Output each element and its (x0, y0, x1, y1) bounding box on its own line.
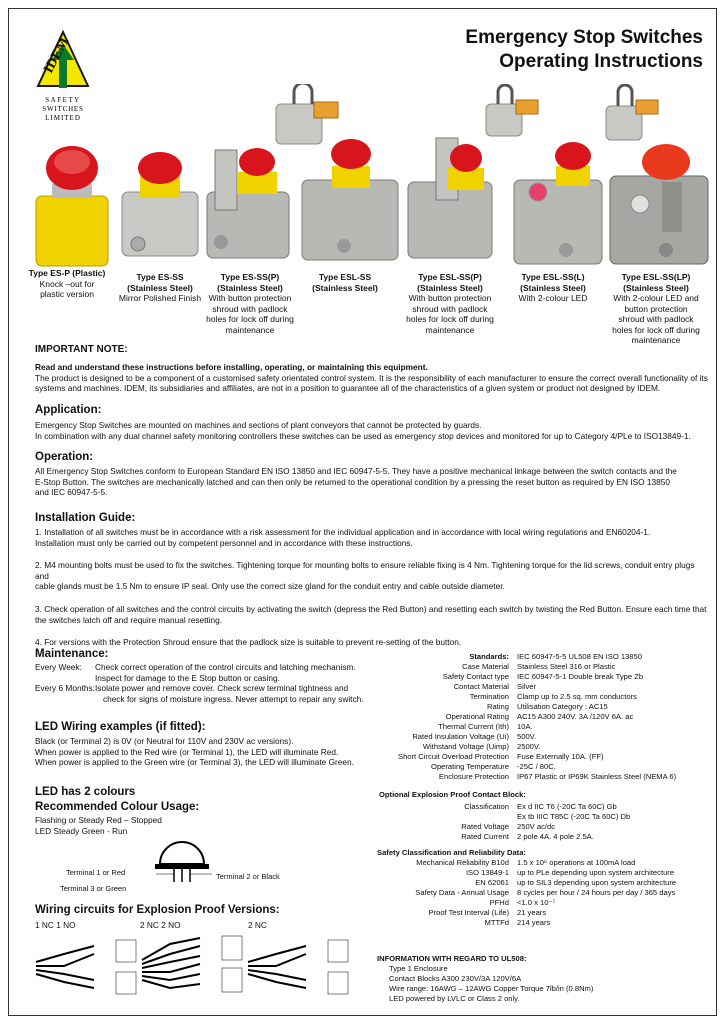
maintenance-heading: Maintenance: (35, 648, 109, 660)
explosion-block-heading: Optional Explosion Proof Contact Block: (379, 790, 526, 799)
spec-row: Rated Voltage 250V ac/dc (461, 822, 555, 831)
colour-usage-text: Flashing or Steady Red – Stopped LED Steady Green - Run (35, 815, 162, 836)
product-image-esl-ss (298, 136, 402, 264)
product-image-es-ss (118, 150, 202, 260)
led-wiring-heading: LED Wiring examples (if fitted): (35, 721, 206, 733)
spec-row: Safety Data - Annual Usage 8 cycles per hour / 24 hours per day / 365 days (415, 888, 676, 897)
spec-row: Termination Clamp up to 2.5 sq. mm conductors (469, 692, 637, 701)
spec-row: MTTFd 214 years (484, 918, 551, 927)
spec-table (375, 652, 717, 782)
spec-row: Standards: IEC 60947-5-5 UL508 EN ISO 13850 (469, 652, 642, 661)
wiring-diagram-2nc (246, 932, 352, 1002)
spec-row: Operating Temperature -25C / 80C. (431, 762, 556, 771)
reliability-block (375, 848, 717, 928)
logo-line-1: SAFETY (45, 96, 81, 104)
product-caption-esl-ss-p: Type ESL-SS(P) (Stainless Steel) With button protection shroud with padlock holes for lock off during maintenance (406, 272, 494, 335)
installation-heading: Installation Guide: (35, 512, 136, 524)
spec-row: Rating Utilisation Category : AC15 (487, 702, 608, 711)
spec-row: Rated Insulation Voltage (Ui) 500V. (412, 732, 537, 741)
product-caption-es-p: Type ES-P (Plastic) Knock –out for plastic version (28, 268, 106, 299)
wiring-diagram-2nc-2no (140, 932, 246, 1002)
recommended-colour-heading: Recommended Colour Usage: (35, 801, 200, 813)
explosion-proof-block (375, 790, 717, 842)
installation-text: 1. Installation of all switches must be in accordance with a risk assessment for the individual application and in accordance with local wiring regulations and EN60204-1. Installation must only be carried out by competent personnel and in accordance with these instructions. 2. M4 mounting bolts must be used to fix the switches. Tightening torque for mounting bolts to ensure reliable fixing is 4 Nm. Tightening torque for the lid screws, conduit entry plugs and cable glands must be 1.5 Nm to ensure IP seal. Only use the correct size gland for the conduit entry and cable outside diameter. 3. Check operation of all switches and the control circuits by activating the switch (depress the Red Button) and resetting each switch by twisting the Red Button. Ensure each time that the switches latch off and require manual resetting. 4. For versions with the Protection Shroud ensure that the padlock size is suitable to prevent re-setting of the button. (35, 527, 707, 648)
logo-line-2: SWITCHES (42, 105, 84, 113)
product-image-esl-ss-p (404, 134, 496, 262)
spec-row: EN 62061 up to SIL3 depending upon system architecture (475, 878, 677, 887)
logo-line-3: LIMITED (45, 114, 81, 122)
spec-row: Enclosure Protection IP67 Plastic or IP69K Stainless Steel (NEMA 6) (438, 772, 677, 781)
ul508-heading: INFORMATION WITH REGARD TO UL508: (377, 954, 527, 963)
spec-row: Contact Material Silver (453, 682, 536, 691)
wiring-label-2: 2 NC 2 NO (140, 920, 181, 930)
wiring-label-1: 1 NC 1 NO (35, 920, 76, 930)
terminal-3-label: Terminal 3 or Green (60, 884, 127, 893)
led-wiring-text: Black (or Terminal 2) is 0V (or Neutral for 110V and 230V ac versions). When power is applied to the Red wire (or Terminal 1), the LED will illuminate Red. When power is applied to the Green wire (or Terminal 3), the LED will illuminate Green. (35, 736, 354, 768)
padlock-image-3 (604, 84, 660, 144)
logo-brand-text: IDEM (41, 35, 73, 76)
padlock-image-2 (484, 84, 540, 140)
spec-row: Case Material Stainless Steel 316 or Plastic (462, 662, 616, 671)
spec-row: Rated Current 2 pole 4A. 4 pole 2.5A. (461, 832, 594, 841)
operation-text: All Emergency Stop Switches conform to European Standard EN ISO 13850 and IEC 60947-5-5. They have a positive mechanical linkage between the switch contacts and the E-Stop Button. The switches are mechanically latched and can then only be returned to the operational condition by a pressing the reset button as required by EN ISO 13850 and IEC 60947-5-5. (35, 466, 677, 498)
important-note-text: Read and understand these instructions before installing, operating, or maintaining this equipment. The product is designed to be a component of a customised safety orientated control system. It is the responsibility of each manufacturer to ensure the correct overall functionality of its systems and machines. IDEM, its subsidiaries and affiliates, are not in a position to guarantee all of the characteristics of a given system or product not designed by IDEM. (35, 362, 708, 394)
product-caption-esl-ss-l: Type ESL-SS(L) (Stainless Steel) With 2-colour LED (518, 272, 588, 303)
terminal-2-label: Terminal 2 or Black (216, 872, 280, 881)
spec-row: PFHd <1.0 x 10⁻⁷ (489, 898, 556, 907)
application-text: Emergency Stop Switches are mounted on machines and sections of plant conveyors that cannot be protected by guards. In combination with any dual channel safety monitoring controllers these switches can be used as emergency stop devices and monitored for up to Category 4/PLe to ISO13849-1. (35, 420, 691, 441)
spec-row: Proof Test Interval (Life) 21 years (428, 908, 547, 917)
led-colours-heading: LED has 2 colours (35, 786, 136, 798)
product-image-esl-ss-lp (606, 140, 714, 268)
spec-row: Short Circuit Overload Protection Fuse Externally 10A. (FF) (398, 752, 604, 761)
ul508-block: INFORMATION WITH REGARD TO UL508: Type 1 Enclosure Contact Blocks A300 230V/3A 120V/6A Wire range: 16AWG – 12AWG Copper Torque 7lb/in (0.8Nm) LED powered by LVLC or Class 2 only. (377, 954, 594, 1003)
spec-row: ISO 13849-1 up to PLe depending upon system architecture (465, 868, 675, 877)
idem-logo (28, 28, 98, 128)
product-caption-es-ss-p: Type ES-SS(P) (Stainless Steel) With button protection shroud with padlock holes for lock off during maintenance (206, 272, 294, 335)
terminal-1-label: Terminal 1 or Red (66, 868, 126, 877)
led-terminal-diagram (150, 836, 220, 886)
product-image-es-ss-p (203, 142, 293, 262)
product-image-esl-ss-l (510, 138, 606, 268)
wiring-diagram-1nc-1no (34, 932, 140, 1002)
spec-row: Safety Contact type IEC 60947-5-1 Double break Type Zb (442, 672, 644, 681)
spec-row: Withstand Voltage (Uimp) 2500V. (422, 742, 541, 751)
product-caption-esl-ss: Type ESL-SS (Stainless Steel) (312, 272, 378, 293)
page-title: Emergency Stop Switches Operating Instructions (465, 27, 703, 72)
important-note-heading: IMPORTANT NOTE: (35, 344, 128, 355)
spec-row: Thermal Current (Ith) 10A. (438, 722, 533, 731)
spec-row: Mechanical Reliability B10d 1.5 x 10⁶ operations at 100mA load (416, 858, 636, 867)
operation-heading: Operation: (35, 451, 94, 463)
maintenance-text: Every Week: Check correct operation of the control circuits and latching mechanism. Inspect for damage to the E Stop button or casing. Every 6 Months: Isolate power and remove cover. Check screw terminal tightness and check for signs of moisture ingress. Never attempt to repair any switch. (35, 662, 364, 704)
product-caption-es-ss: Type ES-SS (Stainless Steel) Mirror Polished Finish (118, 272, 202, 303)
spec-row: Operational Rating AC15 A300 240V. 3A /120V 6A. ac (445, 712, 634, 721)
reliability-heading: Safety Classification and Reliability Data: (377, 848, 526, 857)
wiring-label-3: 2 NC (248, 920, 267, 930)
spec-row: Classification Ex d IIC T6 (-20C Ta 60C) Gb (464, 802, 617, 811)
application-heading: Application: (35, 404, 102, 416)
product-image-es-p (30, 138, 114, 268)
spec-row: Ex tb IIIC T85C (-20C Ta 60C) Db (517, 812, 631, 821)
explosion-wiring-heading: Wiring circuits for Explosion Proof Versions: (35, 904, 280, 916)
product-caption-esl-ss-lp: Type ESL-SS(LP) (Stainless Steel) With 2-colour LED and button protection shroud with padlock holes for lock off during maintenance (612, 272, 700, 345)
